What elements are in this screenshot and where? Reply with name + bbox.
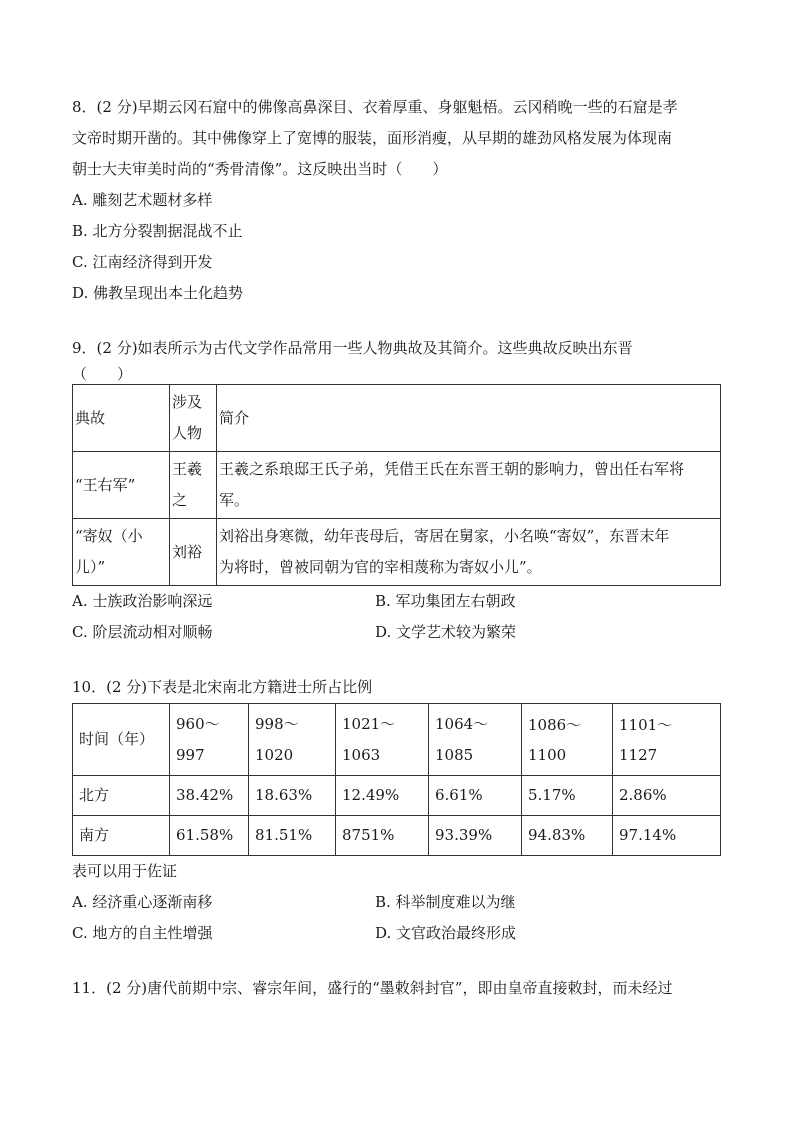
table-cell: 刘裕 [170,519,217,586]
table-header-row [73,385,721,452]
q9-line: （ ） [72,365,133,383]
q8-option-b: B. 北方分裂割据混战不止 [72,222,243,240]
q8-line: 8．(2 分)早期云冈石窟中的佛像高鼻深目、衣着厚重、身躯魁梧。云冈稍晚一些的石窟是孝 [72,98,678,116]
q8-option-a: A. 雕刻艺术题材多样 [72,191,213,209]
q9-option-d: D. 文学艺术较为繁荣 [375,623,517,641]
q8-option-d: D. 佛教呈现出本土化趋势 [72,284,244,302]
table-cell: 5.17% [522,776,613,816]
q9-option-b: B. 军功集团左右朝政 [375,592,516,610]
table-header-cell: 1021～1063 [336,704,429,776]
table-header-cell: 涉及 人物 [170,385,217,452]
table-cell: 38.42% [170,776,249,816]
q10-option-c: C. 地方的自主性增强 [72,924,213,942]
table-cell: 8751% [336,816,429,856]
table-row [73,776,721,816]
q8-option-c: C. 江南经济得到开发 [72,253,213,271]
table-header-cell: 时间（年） [73,704,170,776]
q10-table [72,703,721,856]
table-cell: 97.14% [613,816,721,856]
q8-line: 文帝时期开凿的。其中佛像穿上了宽博的服装，面形消瘦，从早期的雄劲风格发展为体现南 [72,129,673,147]
table-header-cell: 998～1020 [249,704,336,776]
question-10 [72,672,722,949]
table-cell: 刘裕出身寒微，幼年丧母后，寄居在舅家，小名唤“寄奴”，东晋末年 为将时，曾被同朝为官的宰相蔑称为寄奴小儿”。 [217,519,721,586]
document-page [72,92,722,1024]
q9-option-a: A. 士族政治影响深远 [72,592,213,610]
table-cell: 81.51% [249,816,336,856]
q10-option-b: B. 科举制度难以为继 [375,893,516,911]
table-header-row [73,704,721,776]
q10-option-d: D. 文官政治最终形成 [375,924,517,942]
table-row [73,519,721,586]
q10-options-row [72,918,722,949]
q9-option-c: C. 阶层流动相对顺畅 [72,623,213,641]
table-header-cell: 简介 [217,385,721,452]
table-header-cell: 1064～1085 [429,704,522,776]
question-9 [72,333,722,648]
table-header-cell: 1101～ 1127 [613,704,721,776]
q11-line: 11．(2 分)唐代前期中宗、睿宗年间，盛行的“墨敕斜封官”，即由皇帝直接敕封，而未经过 [72,979,673,997]
q9-options-row [72,617,722,648]
table-cell: 18.63% [249,776,336,816]
q9-table [72,384,721,586]
q9-line: 9．(2 分)如表所示为古代文学作品常用一些人物典故及其简介。这些典故反映出东晋 [72,339,633,357]
table-cell: 2.86% [613,776,721,816]
table-header-cell: 960～997 [170,704,249,776]
table-cell: 61.58% [170,816,249,856]
question-8 [72,92,722,309]
table-cell: 王羲 之 [170,452,217,519]
table-row [73,452,721,519]
table-cell: 93.39% [429,816,522,856]
table-cell: 王羲之系琅邸王氏子弟，凭借王氏在东晋王朝的影响力，曾出任右军将 军。 [217,452,721,519]
q8-line: 朝士大夫审美时尚的“秀骨清像”。这反映出当时（ ） [72,160,448,178]
table-header-cell: 1086～ 1100 [522,704,613,776]
q10-after-text: 表可以用于佐证 [72,862,178,880]
table-cell: 南方 [73,816,170,856]
q10-option-a: A. 经济重心逐渐南移 [72,893,213,911]
table-cell: 北方 [73,776,170,816]
q10-options-row [72,887,722,918]
table-cell: 94.83% [522,816,613,856]
table-cell: “王右军” [73,452,170,519]
question-11 [72,973,722,1004]
table-cell: 12.49% [336,776,429,816]
q9-options-row [72,586,722,617]
table-cell: 6.61% [429,776,522,816]
table-cell: “寄奴（小 儿）” [73,519,170,586]
table-row [73,816,721,856]
table-header-cell: 典故 [73,385,170,452]
q10-line: 10．(2 分)下表是北宋南北方籍进士所占比例 [72,678,373,696]
